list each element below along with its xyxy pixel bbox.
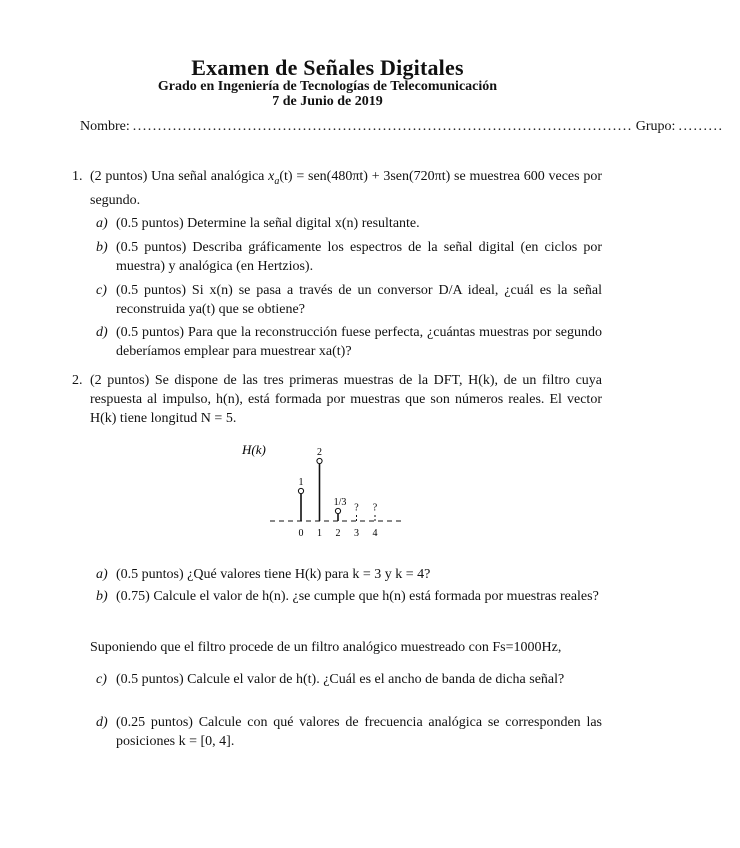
question-2a: a) (0.5 puntos) ¿Qué valores tiene H(k) para k = 3 y k = 4?: [96, 565, 602, 584]
question-1c: c) (0.5 puntos) Si x(n) se pasa a través de un conversor D/A ideal, ¿cuál es la señal reconstruida ya(t) que se obtiene?: [96, 283, 602, 317]
stem-marker-2: [335, 508, 340, 513]
question-1b-text: (0.5 puntos) Describa gráficamente los espectros de la señal digital (en ciclos por muestra) y analógica (en Hertzios).: [116, 240, 602, 274]
k-tick-2: 2: [335, 528, 341, 539]
value-label-0: 1: [298, 477, 304, 488]
stem-marker-1: [317, 458, 322, 463]
stem-plot-hk: [230, 438, 420, 543]
question-2: [72, 371, 602, 428]
k-tick-0: 0: [298, 528, 304, 539]
question-1c-text: (0.5 puntos) Si x(n) se pasa a través de un conversor D/A ideal, ¿cuál es la señal reconstruida ya(t) que se obtiene?: [116, 283, 602, 317]
question-2c-text: (0.5 puntos) Calcule el valor de h(t). ¿Cuál es el ancho de banda de dicha señal?: [116, 672, 565, 687]
stem-marker-0: [298, 488, 303, 493]
value-label-2: 1/3: [333, 497, 347, 509]
question-2-number: 2.: [72, 373, 83, 388]
value-label-3: ?: [354, 502, 359, 514]
question-2b-text: (0.75) Calcule el valor de h(n). ¿se cumple que h(n) está formada por muestras reales?: [116, 589, 599, 604]
degree-subtitle: Grado en Ingeniería de Tecnologías de Telecomunicación: [157, 79, 498, 94]
k-tick-3: 3: [354, 528, 359, 539]
k-tick-4: 4: [372, 528, 378, 539]
name-group-line: [80, 119, 724, 135]
value-label-1: 2: [317, 447, 322, 458]
k-tick-1: 1: [317, 528, 322, 539]
name-field[interactable]: ....................................................................................................: [132, 119, 633, 134]
question-1b: b) (0.5 puntos) Describa gráficamente los espectros de la señal digital (en ciclos por muestra) y analógica (en Hertzios).: [96, 240, 602, 274]
plot-title: H(k): [242, 442, 266, 457]
question-1d: d) (0.5 puntos) Para que la reconstrucción fuese perfecta, ¿cuántas muestras por segundo deberíamos emplear para muestrear xa(t)?: [96, 325, 602, 359]
question-1d-text: (0.5 puntos) Para que la reconstrucción fuese perfecta, ¿cuántas muestras por segundo deberíamos emplear para muestrear xa(t)?: [116, 325, 602, 359]
question-2d-text: (0.25 puntos) Calcule con qué valores de frecuencia analógica se corresponden las posiciones k = [0, 4].: [116, 715, 602, 749]
question-2d: d) (0.25 puntos) Calcule con qué valores de frecuencia analógica se corresponden las posiciones k = [0, 4].: [96, 715, 602, 749]
group-label: Grupo:: [635, 119, 676, 134]
question-1a-text: (0.5 puntos) Determine la señal digital x(n) resultante.: [116, 216, 420, 231]
exam-title: Examen de Señales Digitales: [191, 55, 464, 80]
name-label: Nombre:: [80, 119, 130, 134]
question-1: [72, 167, 602, 210]
question-1a: a) (0.5 puntos) Determine la señal digital x(n) resultante.: [96, 214, 602, 233]
question-2a-text: (0.5 puntos) ¿Qué valores tiene H(k) para k = 3 y k = 4?: [116, 567, 431, 582]
question-2-text: (2 puntos) Se dispone de las tres primeras muestras de la DFT, H(k), de un filtro cuya respuesta al impulso, h(n), está formada por muestras que son números reales. El vector H(k) tiene longitud N = 5.: [90, 373, 602, 426]
question-1-text: (2 puntos) Una señal analógica $x_a(t) = sen(480\pi t) + 3sen(720\pi t)$ se muestrea 600 veces por segundo.: [90, 169, 602, 208]
sampling-note: Suponiendo que el filtro procede de un filtro analógico muestreado con Fs=1000Hz,: [90, 640, 562, 655]
exam-date: 7 de Junio de 2019: [272, 94, 383, 109]
question-2c: c) (0.5 puntos) Calcule el valor de h(t). ¿Cuál es el ancho de banda de dicha señal?: [96, 670, 602, 689]
group-field[interactable]: .........: [678, 119, 724, 134]
question-2b: b) (0.75) Calcule el valor de h(n). ¿se cumple que h(n) está formada por muestras reales?: [96, 587, 602, 606]
value-label-4: ?: [372, 502, 378, 514]
question-1-number: 1.: [72, 169, 83, 184]
